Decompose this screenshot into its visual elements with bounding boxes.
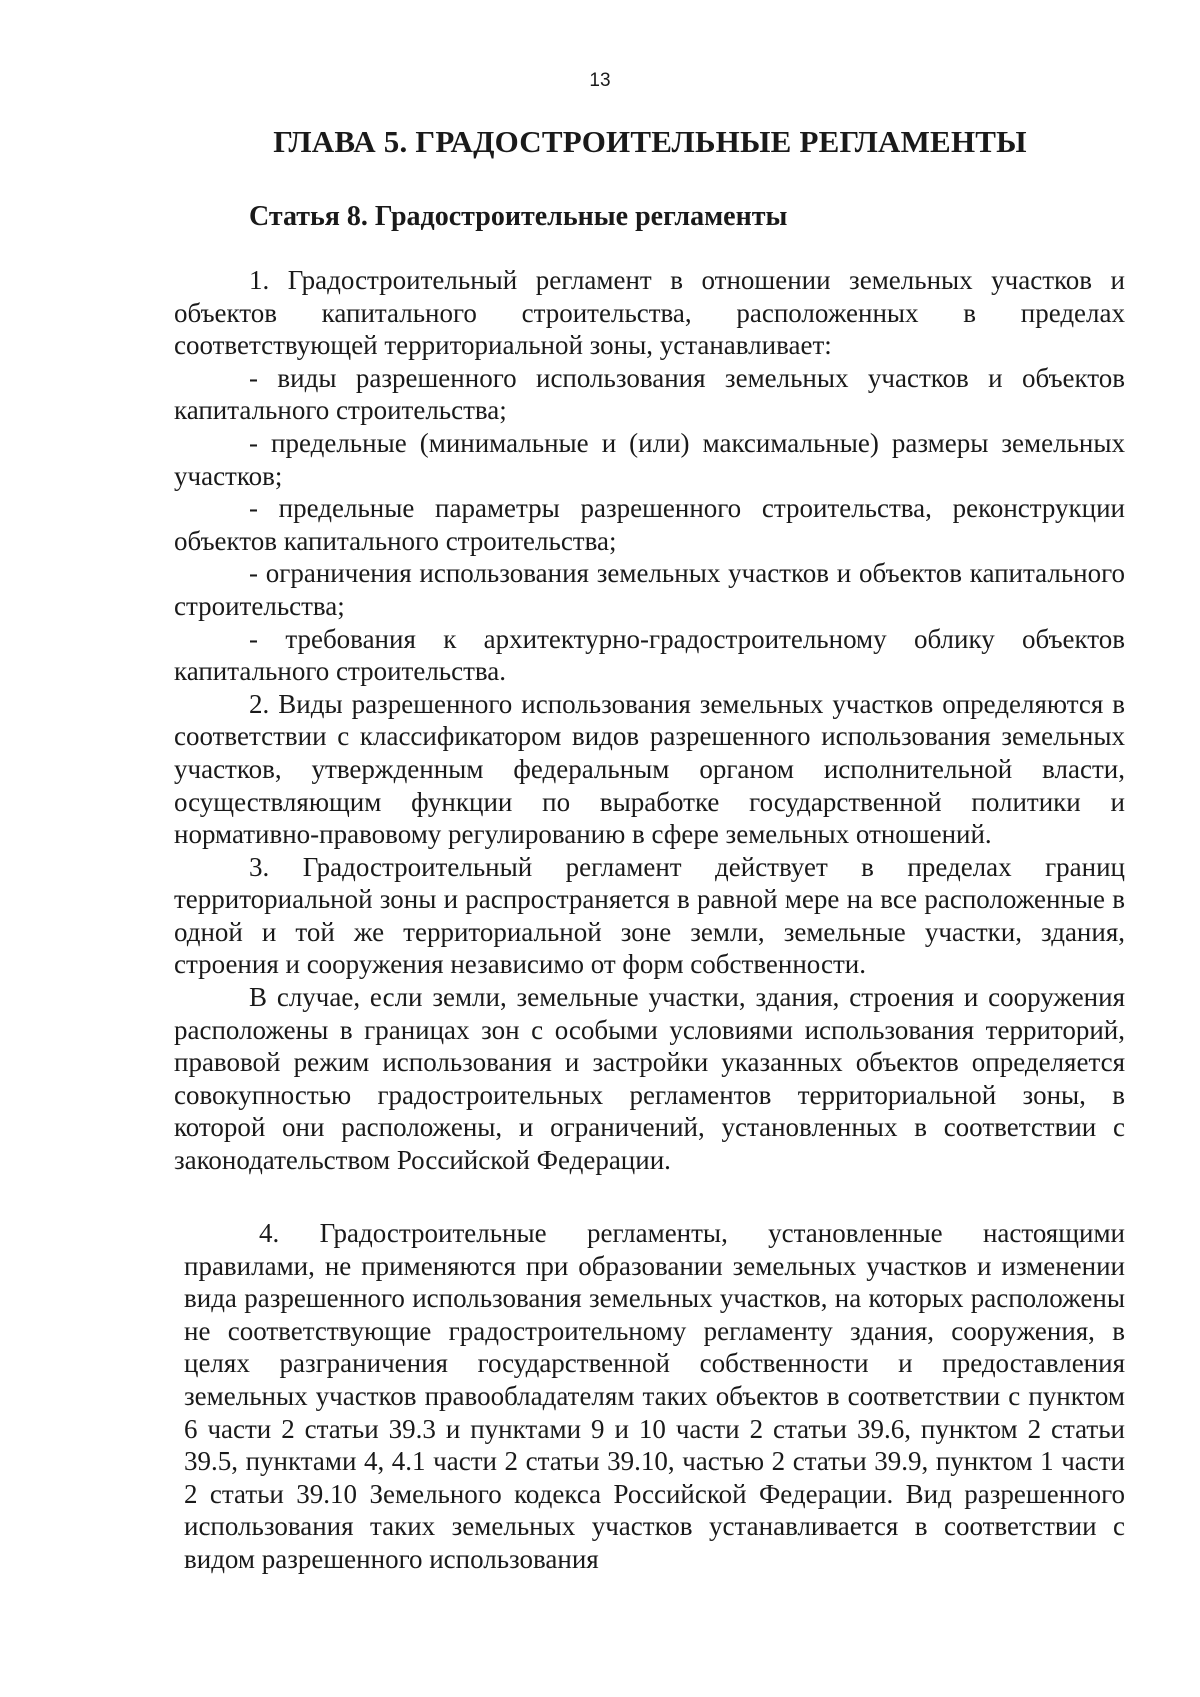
chapter-title: ГЛАВА 5. ГРАДОСТРОИТЕЛЬНЫЕ РЕГЛАМЕНТЫ xyxy=(273,124,1027,159)
paragraph: 3. Градостроительный регламент действует в пределах границ территориальной зоны и распространяется в равной мере на все расположенные в одной и той же территориальной зоне земли, земельные участки, здания, строения и сооружения независимо от форм собственности. xyxy=(174,851,1125,980)
article-body-continued xyxy=(184,1217,1125,1576)
paragraph: 4. Градостроительные регламенты, установленные настоящими правилами, не применяются при образовании земельных участков и изменении вида разрешенного использования земельных участков, на которых расположены не соответствующие градостроительному регламенту здания, сооружения, в целях разграничения государственной собственности и предоставления земельных участков правообладателям таких объектов в соответствии с пунктом 6 части 2 статьи 39.3 и пунктами 9 и 10 части 2 статьи 39.6, пунктом 2 статьи 39.5, пунктами 4, 4.1 части 2 статьи 39.10, частью 2 статьи 39.9, пунктом 1 части 2 статьи 39.10 Земельного кодекса Российской Федерации. Вид разрешенного использования таких земельных участков устанавливается в соответствии с видом разрешенного использования xyxy=(184,1218,1125,1574)
paragraph: 1. Градостроительный регламент в отношении земельных участков и объектов капитального строительства, расположенных в пределах соответствующей территориальной зоны, устанавливает: xyxy=(174,265,1125,361)
list-item: - предельные параметры разрешенного строительства, реконструкции объектов капитального строительства; xyxy=(174,493,1125,556)
article-title: Статья 8. Градостроительные регламенты xyxy=(249,201,788,232)
article-body xyxy=(174,264,1125,1177)
page-number: 13 xyxy=(589,70,611,91)
list-item: - ограничения использования земельных участков и объектов капитального строительства; xyxy=(174,558,1125,621)
list-item: - предельные (минимальные и (или) максимальные) размеры земельных участков; xyxy=(174,427,1125,491)
list-item: - требования к архитектурно-градостроительному облику объектов капитального строительства. xyxy=(174,623,1125,687)
list-item: - виды разрешенного использования земельных участков и объектов капитального строительства; xyxy=(174,362,1125,426)
paragraph: 2. Виды разрешенного использования земельных участков определяются в соответствии с классификатором видов разрешенного использования земельных участков, утвержденным федеральным органом исполнительной власти, осуществляющим функции по выработке государственной политики и нормативно-правовому регулированию в сфере земельных отношений. xyxy=(174,688,1125,850)
paragraph: В случае, если земли, земельные участки, здания, строения и сооружения расположены в границах зон с особыми условиями использования территорий, правовой режим использования и застройки указанных объектов определяется совокупностью градостроительных регламентов территориальной зоны, в которой они расположены, и ограничений, установленных в соответствии с законодательством Российской Федерации. xyxy=(174,982,1125,1176)
